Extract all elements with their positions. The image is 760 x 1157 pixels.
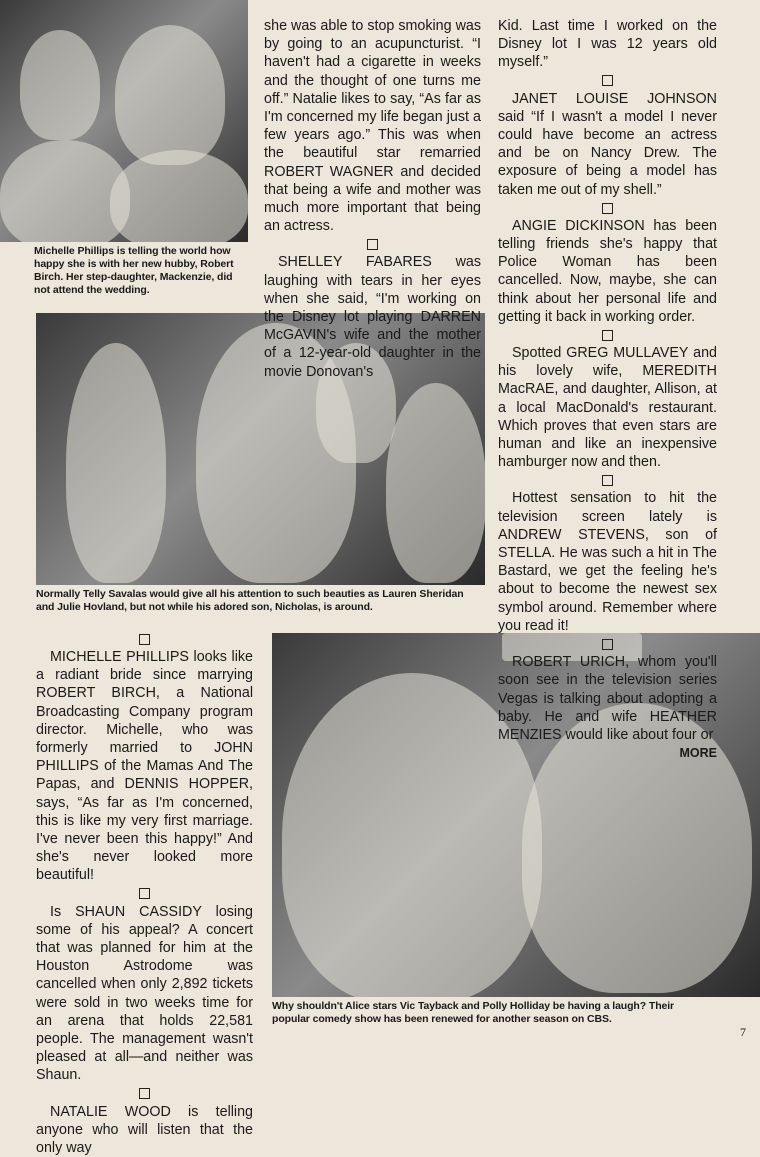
square-bullet-icon bbox=[602, 330, 613, 341]
separator bbox=[498, 72, 717, 90]
text-shaun-cassidy: Is SHAUN CASSIDY losing some of his appeal? A concert that was planned for him at the Houston Astrodome was cancelled when only 2,892 tickets were sold in two weeks time for an arena that holds 22,581 people. The management wasn't pleased at all—and neither was Shaun. bbox=[36, 903, 253, 1084]
text-natalie-cont: she was able to stop smoking was by going to an acupuncturist. “I haven't had a cigarette in weeks and the thought of one turns me off.” Natalie likes to say, “As far as I'm concerned my life began just a few years ago.” This was when the beautiful star remarried ROBERT WAGNER and decided that being a wife and mother was much more important that being an actress. bbox=[264, 18, 481, 235]
separator bbox=[498, 326, 717, 344]
text-robert-urich: ROBERT URICH, whom you'll soon see in the television series Vegas is talking about adopting a baby. He and wife HEATHER MENZIES would like about four or bbox=[498, 654, 717, 743]
text-michelle-phillips: MICHELLE PHILLIPS looks like a radiant bride since marrying ROBERT BIRCH, a National Broadcasting Company program director. Michelle, who was formerly married to JOHN PHILLIPS of the Mamas And The Papas, and DENNIS HOPPER, says, “As far as I'm concerned, this is like my very first marriage. I've never been this happy!” And she's never looked more beautiful! bbox=[36, 649, 253, 884]
column-middle bbox=[264, 17, 481, 381]
text-natalie-wood: NATALIE WOOD is telling anyone who will listen that the only way bbox=[36, 1103, 253, 1157]
square-bullet-icon bbox=[139, 634, 150, 645]
caption-telly-savalas: Normally Telly Savalas would give all his attention to such beauties as Lauren Sheridan and Julie Hovland, but not while his adored son, Nicholas, is around. bbox=[36, 588, 464, 613]
separator bbox=[264, 235, 481, 253]
column-left bbox=[36, 630, 253, 1157]
separator bbox=[498, 199, 717, 217]
square-bullet-icon bbox=[602, 203, 613, 214]
square-bullet-icon bbox=[602, 475, 613, 486]
text-shelley-fabares: SHELLEY FABARES was laughing with tears in her eyes when she said, “I'm working on the Disney lot playing DARREN McGAVIN's wife and the mother of a 12-year-old daughter in the movie Donovan's bbox=[264, 254, 481, 380]
square-bullet-icon bbox=[602, 639, 613, 650]
separator bbox=[498, 471, 717, 489]
page-number: 7 bbox=[740, 1025, 746, 1039]
more-label: MORE bbox=[679, 746, 717, 761]
square-bullet-icon bbox=[602, 75, 613, 86]
separator bbox=[498, 635, 717, 653]
photo-michelle-phillips bbox=[0, 0, 248, 242]
separator bbox=[36, 885, 253, 903]
square-bullet-icon bbox=[367, 239, 378, 250]
text-janet-johnson: JANET LOUISE JOHNSON said “If I wasn't a model I never could have become an actress and be on Nancy Drew. The exposure of being a model has taken me out of my shell.” bbox=[498, 90, 717, 198]
separator bbox=[36, 1085, 253, 1103]
square-bullet-icon bbox=[139, 1088, 150, 1099]
text-angie-dickinson: ANGIE DICKINSON has been telling friends she's happy that Police Woman has been cancelled. Now, maybe, she can think about her personal life and getting it back in working order. bbox=[498, 217, 717, 325]
column-right bbox=[498, 17, 717, 762]
separator bbox=[36, 630, 253, 648]
text-greg-mullavey: Spotted GREG MULLAVEY and his lovely wife, MEREDITH MacRAE, and daughter, Allison, at a local MacDonald's restaurant. Which proves that even stars are human and like an inexpensive hamburger now and then. bbox=[498, 345, 717, 471]
text-andrew-stevens: Hottest sensation to hit the television screen lately is ANDREW STEVENS, son of STELLA. He was such a hit in The Bastard, we get the feeling he's about to become the newest sex symbol around. Remember where you read it! bbox=[498, 490, 717, 634]
square-bullet-icon bbox=[139, 888, 150, 899]
caption-michelle-phillips: Michelle Phillips is telling the world how happy she is with her new hubby, Robert Birch. Her step-daughter, Mackenzie, did not attend the wedding. bbox=[34, 245, 234, 296]
caption-alice-stars: Why shouldn't Alice stars Vic Tayback and Polly Holliday be having a laugh? Their popular comedy show has been renewed for another season on CBS. bbox=[272, 1000, 675, 1025]
text-kid-cont: Kid. Last time I worked on the Disney lot I was 12 years old myself.” bbox=[498, 18, 717, 71]
